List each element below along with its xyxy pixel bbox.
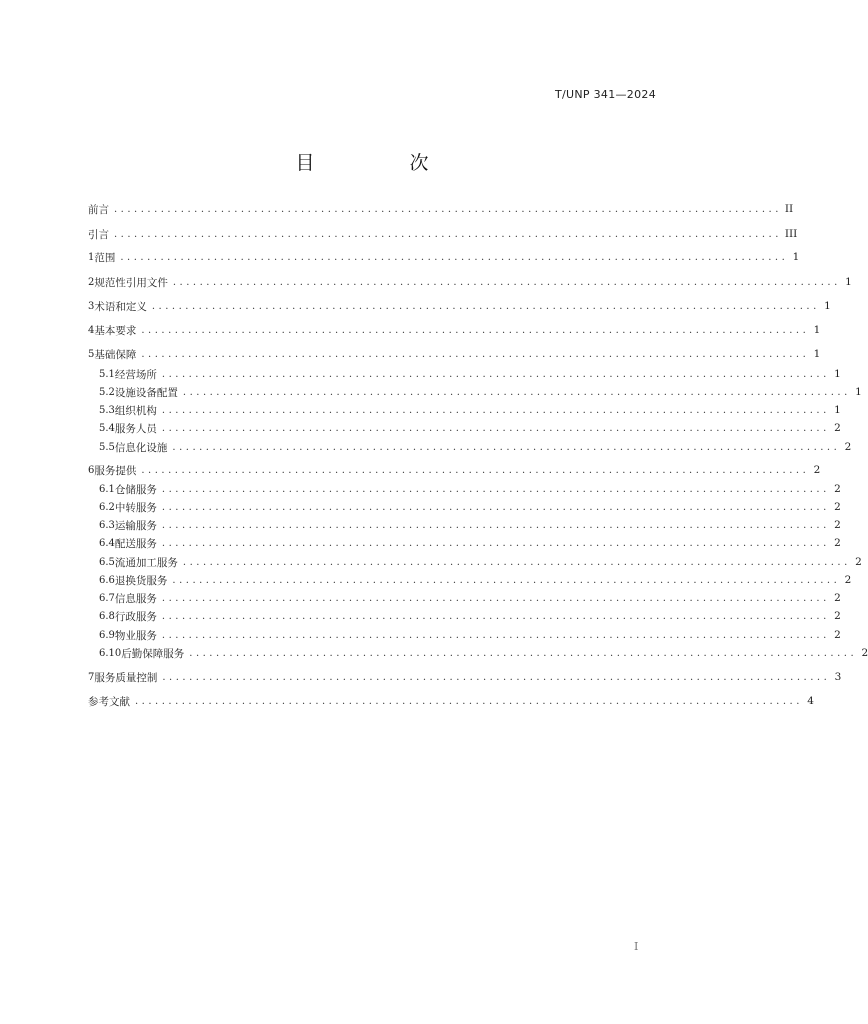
toc-entry-6-9[interactable] [99,627,841,643]
toc-entry-label: 服务质量控制 [94,671,158,684]
toc-entry-5[interactable] [88,346,821,362]
toc-entry-label: 组织机构 [114,404,157,417]
dot-leader: .................................................................................................... [182,386,851,398]
toc-entry-label: 设施设备配置 [114,386,178,399]
dot-leader: .................................................................................................... [141,348,810,360]
toc-entry-3[interactable] [88,298,831,314]
toc-entry-6-4[interactable] [99,535,841,551]
document-code: T/UNP 341—2024 [554,88,656,101]
dot-leader: .................................................................................................... [172,441,841,453]
toc-entry-label: 中转服务 [114,501,157,514]
toc-entry-6-1[interactable] [99,481,841,497]
dot-leader: .................................................................................................... [172,574,841,586]
dot-leader: .................................................................................................... [189,647,858,659]
toc-entry-6-5[interactable] [99,554,862,570]
toc-entry-number: 6.1 [99,483,115,495]
dot-leader: .................................................................................................... [161,610,830,622]
toc-entry-references[interactable] [88,693,814,709]
toc-entry-label: 仓储服务 [114,483,157,496]
toc-entry-page: 1 [792,251,800,263]
toc-entry-page: 1 [824,300,831,312]
toc-entry-page: 2 [861,647,868,659]
toc-entry-page: 2 [834,537,841,549]
toc-entry-label: 退换货服务 [114,574,168,587]
toc-entry-page: 2 [834,519,841,531]
toc-entry-number: 3 [88,300,95,312]
toc-entry-number: 6.2 [99,501,115,513]
toc-entry-page: 2 [844,441,852,453]
toc-entry-label: 引言 [88,228,109,241]
dot-leader: .................................................................................................... [161,592,830,604]
toc-entry-6-6[interactable] [99,572,852,588]
toc-entry-label: 参考文献 [88,695,130,708]
toc-entry-number: 4 [88,324,95,336]
toc-entry-label: 后勤保障服务 [121,647,185,660]
toc-entry-number: 1 [88,251,95,263]
toc-entry-introduction[interactable] [88,226,798,242]
dot-leader: .................................................................................................... [161,422,830,434]
toc-entry-6-8[interactable] [99,608,841,624]
toc-entry-page: 2 [834,592,841,604]
toc-entry-page: 2 [855,556,862,568]
toc-entry-page: 2 [834,629,841,641]
dot-leader: .................................................................................................... [161,368,830,380]
toc-entry-page: 1 [845,276,852,288]
toc-entry-foreword[interactable] [88,201,794,217]
toc-entry-label: 前言 [88,203,109,216]
toc-entry-page: 2 [834,422,841,434]
toc-entry-number: 6.3 [99,519,115,531]
dot-leader: .................................................................................................... [114,228,782,240]
toc-entry-6[interactable] [88,462,821,478]
toc-entry-5-5[interactable] [99,439,852,455]
toc-entry-page: 4 [807,695,814,707]
toc-entry-number: 6.5 [99,556,115,568]
dot-leader: .................................................................................................... [161,501,830,513]
toc-entry-number: 5.1 [99,368,115,380]
toc-entry-number: 6.10 [99,647,122,659]
toc-entry-label: 术语和定义 [94,300,147,313]
toc-entry-number: 5 [88,348,95,360]
toc-entry-label: 基础保障 [94,348,137,361]
dot-leader: .................................................................................................... [161,404,830,416]
toc-entry-6-3[interactable] [99,517,841,533]
toc-entry-number: 2 [88,276,95,288]
dot-leader: .................................................................................................... [161,537,830,549]
toc-entry-number: 6.8 [99,610,115,622]
toc-entry-number: 6.4 [99,537,115,549]
toc-entry-6-2[interactable] [99,499,841,515]
toc-entry-page: 3 [834,671,842,683]
toc-entry-6-7[interactable] [99,590,841,606]
dot-leader: .................................................................................................... [162,671,831,683]
dot-leader: .................................................................................................... [141,464,810,476]
toc-entry-number: 5.4 [99,422,115,434]
toc-entry-page: III [784,228,798,240]
dot-leader: .................................................................................................... [172,276,841,288]
toc-entry-label: 服务人员 [114,422,157,435]
toc-entry-page: 1 [813,324,821,336]
toc-entry-number: 5.2 [99,386,115,398]
toc-entry-7[interactable] [88,669,842,685]
toc-entry-number: 5.5 [99,441,115,453]
toc-entry-page: II [784,203,794,215]
toc-entry-label: 服务提供 [94,464,137,477]
dot-leader: .................................................................................................... [161,519,830,531]
toc-entry-label: 范围 [94,251,116,264]
toc-entry-label: 行政服务 [114,610,157,623]
toc-entry-page: 2 [844,574,852,586]
toc-entry-label: 信息化设施 [114,441,168,454]
toc-entry-5-2[interactable] [99,384,862,400]
toc-entry-number: 6.6 [99,574,115,586]
dot-leader: .................................................................................................... [141,324,810,336]
toc-entry-label: 规范性引用文件 [94,276,168,289]
toc-entry-5-1[interactable] [99,366,841,382]
toc-entry-page: 2 [834,483,841,495]
page-number: I [634,940,639,953]
dot-leader: .................................................................................................... [161,629,830,641]
dot-leader: .................................................................................................... [120,251,789,263]
toc-entry-page: 2 [834,501,841,513]
toc-entry-5-3[interactable] [99,402,841,418]
dot-leader: .................................................................................................... [135,695,803,707]
dot-leader: .................................................................................................... [161,483,830,495]
toc-entry-number: 7 [88,671,95,683]
toc-entry-label: 基本要求 [94,324,137,337]
toc-entry-number: 6.9 [99,629,115,641]
toc-entry-page: 1 [834,368,841,380]
toc-entry-label: 信息服务 [114,592,157,605]
toc-entry-number: 5.3 [99,404,115,416]
toc-entry-number: 6 [88,464,95,476]
toc-entry-page: 2 [813,464,821,476]
toc-entry-label: 经营场所 [114,368,157,381]
toc-entry-label: 运输服务 [114,519,157,532]
dot-leader: .................................................................................................... [114,203,782,215]
toc-entry-number: 6.7 [99,592,115,604]
toc-entry-label: 流通加工服务 [114,556,178,569]
toc-entry-6-10[interactable] [99,645,868,661]
toc-entry-1[interactable] [88,249,800,265]
toc-entry-label: 物业服务 [114,629,157,642]
toc-entry-page: 1 [834,404,841,416]
toc-entry-5-4[interactable] [99,420,841,436]
toc-entry-page: 2 [834,610,841,622]
dot-leader: .................................................................................................... [182,556,851,568]
toc-title: 目 次 [295,152,467,174]
toc-entry-page: 1 [855,386,862,398]
toc-entry-page: 1 [813,348,821,360]
dot-leader: .................................................................................................... [151,300,820,312]
toc-entry-4[interactable] [88,322,821,338]
toc-entry-label: 配送服务 [114,537,157,550]
toc-entry-2[interactable] [88,274,852,290]
